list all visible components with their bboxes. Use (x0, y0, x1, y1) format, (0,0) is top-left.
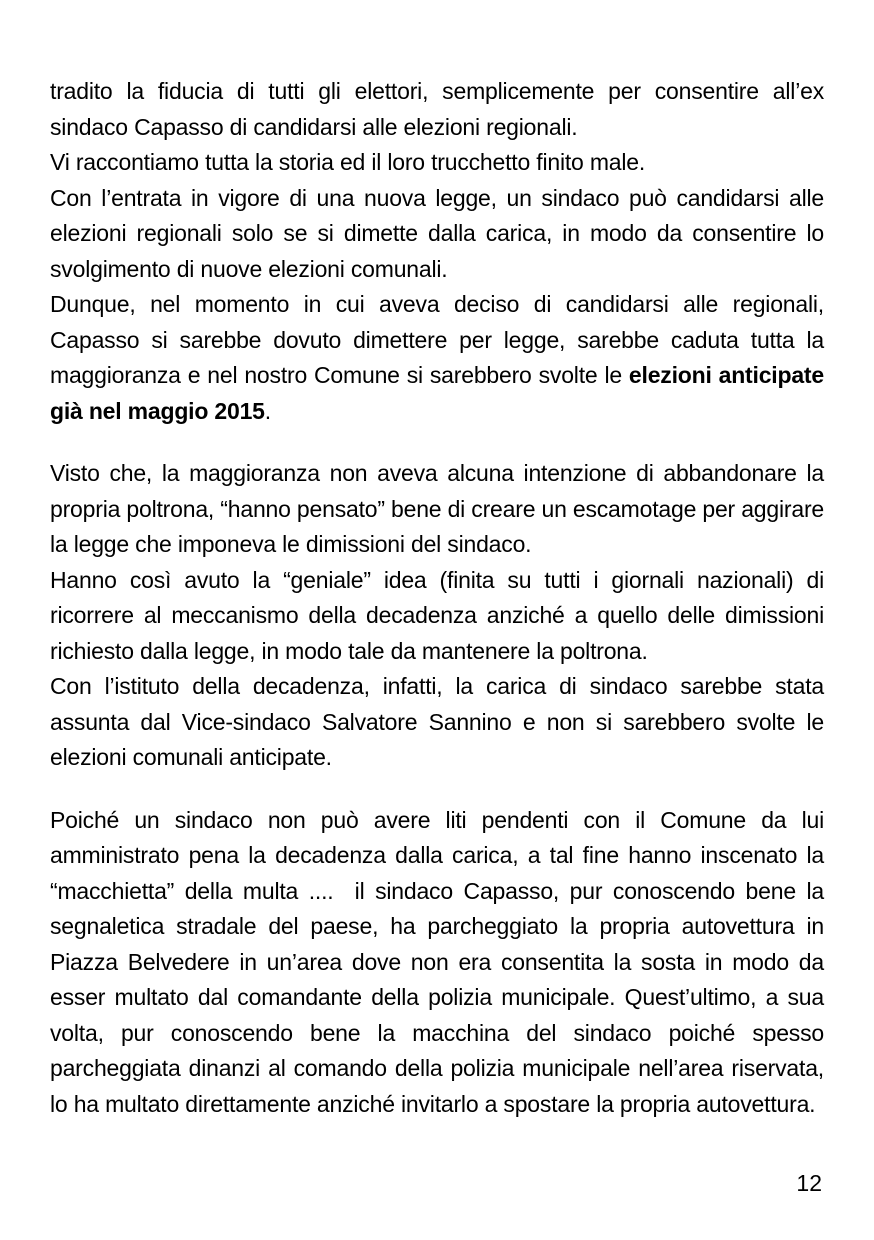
paragraph: Hanno così avuto la “geniale” idea (finita su tutti i giornali nazionali) di ricorrere al meccanismo della decadenza anziché a quello delle dimissioni richiesto dalla legge, in modo tale da mantenere la poltrona. (50, 566, 824, 664)
paragraph-text: Dunque, nel momento in cui aveva deciso di candidarsi alle regionali, Capasso si sarebbe dovuto dimettere per legge, sarebbe caduta tutta la maggioranza e nel nostro Comune si sarebbero svolte le (50, 291, 824, 388)
paragraph (50, 287, 824, 429)
page-number: 12 (796, 1170, 822, 1196)
paragraph: Visto che, la maggioranza non aveva alcuna intenzione di abbandonare la propria poltrona, “hanno pensato” bene di creare un escamotage per aggirare la legge che imponeva le dimissioni del sindaco. (50, 460, 824, 557)
paragraph: Con l’istituto della decadenza, infatti, la carica di sindaco sarebbe stata assunta dal Vice-sindaco Salvatore Sannino e non si sarebbero svolte le elezioni comunali anticipate. (50, 673, 824, 770)
paragraph: Poiché un sindaco non può avere liti pendenti con il Comune da lui amministrato pena la decadenza dalla carica, a tal fine hanno inscenato la “macchietta” della multa .... il sindaco Capasso, pur conoscendo bene la segnaletica stradale del paese, ha parcheggiato la propria autovettura in Piazza Belvedere in un’area dove non era consentita la sosta in modo da esser multato dal comandante della polizia municipale. Quest’ultimo, a sua volta, pur conoscendo bene la macchina del sindaco poiché spesso parcheggiata dinanzi al comando della polizia municipale nell’area riservata, lo ha multato direttamente anziché invitarlo a spostare la propria autovettura. (50, 806, 824, 1117)
paragraph: Con l’entrata in vigore di una nuova legge, un sindaco può candidarsi alle elezioni regionali solo se si dimette dalla carica, in modo da consentire lo svolgimento di nuove elezioni comunali. (50, 184, 824, 282)
paragraph: Vi raccontiamo tutta la storia ed il loro trucchetto finito male. (50, 149, 646, 175)
bold-text: elezioni anticipate già nel maggio 2015 (50, 362, 824, 424)
paragraph-text: . (264, 397, 271, 424)
paragraph: tradito la fiducia di tutti gli elettori, semplicemente per consentire all’ex sindaco Capasso di candidarsi alle elezioni regionali. (50, 78, 824, 140)
